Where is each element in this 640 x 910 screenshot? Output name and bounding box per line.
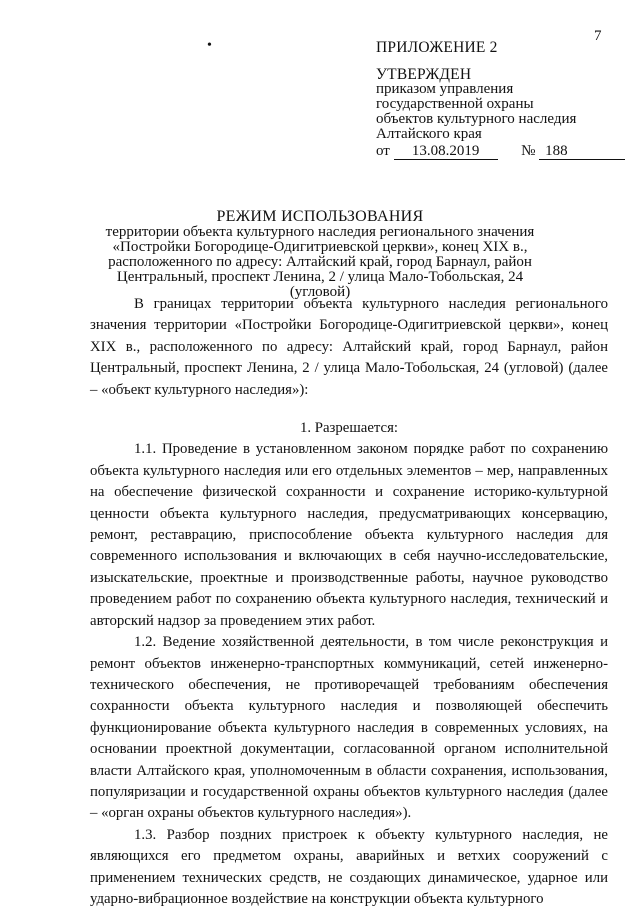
item-paragraph: 1.3. Разбор поздних пристроек к объекту культурного наследия, не являющихся его предметом охраны, аварийных и ветхих сооружений с применением технических средств, не создающих динамическое, ударное или ударно-вибрационное воздействие на конструкции объекта культурного [90, 826, 608, 907]
document-header [102, 209, 538, 300]
appendix-label: ПРИЛОЖЕНИЕ 2 [376, 39, 498, 56]
order-number: 188 [539, 144, 625, 160]
header-line: Центральный, проспект Ленина, 2 / улица Мало-Тобольская, 24 (угловой) [116, 269, 524, 300]
page-number: 7 [594, 28, 602, 44]
item-paragraph: 1.2. Ведение хозяйственной деятельности, в том числе реконструкция и ремонт объектов инженерно-транспортных коммуникаций, сетей инженерно-технического обеспечения, не противоречащей требованиям обеспечения сохранности объекта культурного наследия и позволяющей обеспечить функционирование объекта культурного наследия в современных условиях, на основании проектной документации, согласованной органом исполнительной власти Алтайского края, уполномоченным в области сохранения, использования, популяризации и государственной охраны объектов культурного наследия (далее – «орган охраны объектов культурного наследия»). [90, 634, 608, 822]
approval-block [376, 40, 616, 160]
number-prefix: № [521, 143, 536, 159]
order-date: 13.08.2019 [394, 144, 498, 160]
approval-line: Алтайского края [376, 126, 482, 142]
intro-paragraph: В границах территории объекта культурного наследия регионального значения территории «Постройки Богородице-Одигитриевской церкви», конец XIX в., расположенного по адресу: Алтайский край, город Барнаул, район Центральный, проспект Ленина, 2 / улица Мало-Тобольская, 24 (угловой) (далее – «объект культурного наследия»): [90, 296, 608, 398]
item-paragraph: 1.1. Проведение в установленном законом порядке работ по сохранению объекта культурного наследия или его отдельных элементов – мер, направленных на обеспечение физической сохранности и сохранение историко-культурной ценности объекта культурного наследия, предусматривающих консервацию, ремонт, реставрацию, приспособление объекта культурного наследия для современного использования и включающих в себя научно-исследовательские, изыскательские, проектные и производственные работы, научное руководство проведением работ по сохранению объекта культурного наследия, технический и авторский надзор за проведением этих работ. [90, 441, 608, 629]
date-prefix: от [376, 143, 390, 159]
approval-line: объектов культурного наследия [376, 111, 577, 127]
scan-dot: • [207, 38, 212, 53]
approval-line: приказом управления [376, 81, 514, 97]
section-title: 1. Разрешается: [299, 420, 399, 437]
header-line: территории объекта культурного наследия регионального значения [105, 224, 535, 240]
header-line: расположенного по адресу: Алтайский край, город Барнаул, район [108, 254, 532, 270]
document-title: РЕЖИМ ИСПОЛЬЗОВАНИЯ [216, 208, 424, 225]
document-body [90, 294, 608, 910]
approval-line: государственной охраны [376, 96, 534, 112]
approved-label: УТВЕРЖДЕН [376, 66, 472, 83]
header-line: «Постройки Богородице-Одигитриевской церкви», конец XIX в., [112, 239, 528, 255]
date-number-row [376, 144, 616, 160]
